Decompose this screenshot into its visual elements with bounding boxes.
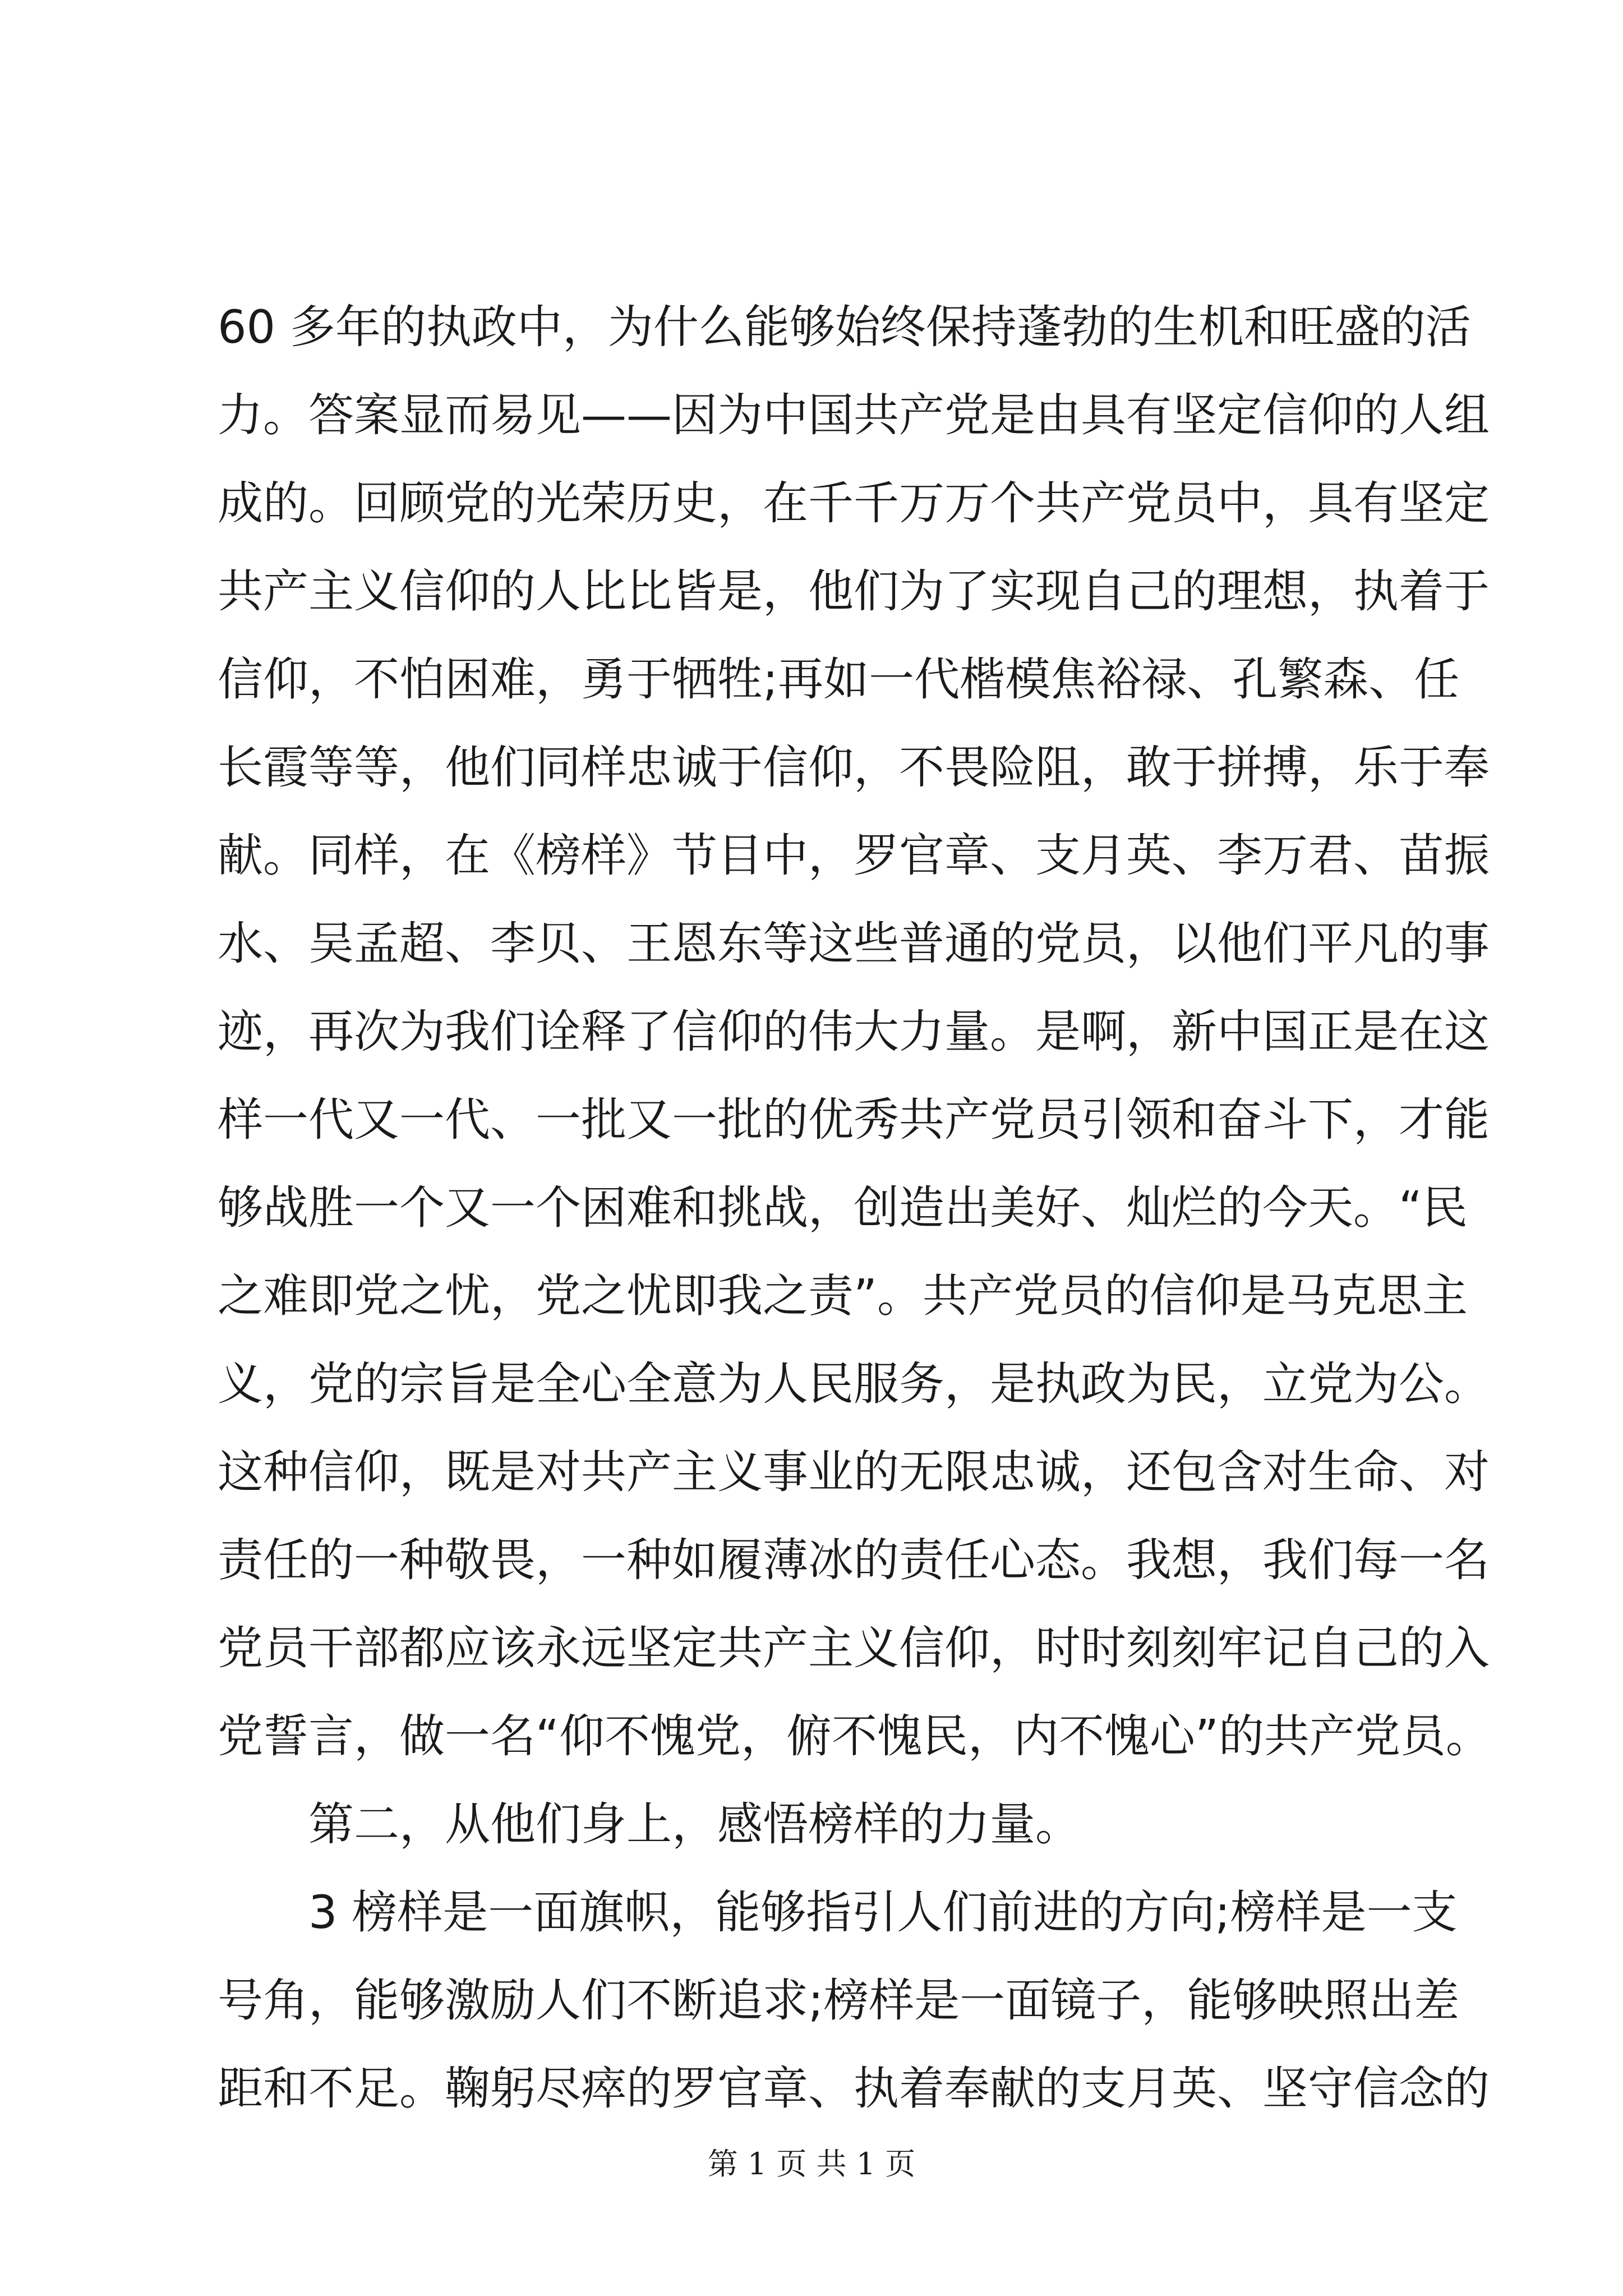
text-line: 力。答案显而易见——因为中国共产党是由具有坚定信仰的人组	[218, 389, 1490, 442]
text-line: 距和不足。鞠躬尽瘁的罗官章、执着奉献的支月英、坚守信念的	[218, 2063, 1490, 2115]
text-line: 够战胜一个又一个困难和挑战，创造出美好、灿烂的今天。“民	[218, 1182, 1468, 1235]
text-line: 样一代又一代、一批又一批的优秀共产党员引领和奋斗下，才能	[218, 1094, 1490, 1147]
text-line: 党誓言，做一名“仰不愧党，俯不愧民，内不愧心”的共产党员。	[218, 1710, 1491, 1763]
text-line: 义，党的宗旨是全心全意为人民服务，是执政为民，立党为公。	[218, 1358, 1490, 1411]
text-line: 责任的一种敬畏，一种如履薄冰的责任心态。我想，我们每一名	[218, 1534, 1490, 1587]
text-line: 3 榜样是一面旗帜，能够指引人们前进的方向;榜样是一支	[308, 1887, 1458, 1939]
page-footer: 第 1 页 共 1 页	[707, 2146, 916, 2182]
text-line: 信仰，不怕困难，勇于牺牲;再如一代楷模焦裕禄、孔繁森、任	[218, 654, 1460, 706]
text-line: 长霞等等，他们同样忠诚于信仰，不畏险阻，敢于拼搏，乐于奉	[218, 742, 1490, 794]
text-line: 60 多年的执政中，为什么能够始终保持蓬勃的生机和旺盛的活	[218, 301, 1471, 354]
text-line: 成的。回顾党的光荣历史，在千千万万个共产党员中，具有坚定	[218, 477, 1490, 530]
text-line: 共产主义信仰的人比比皆是，他们为了实现自己的理想，执着于	[218, 565, 1490, 618]
text-line: 号角，能够激励人们不断追求;榜样是一面镜子，能够映照出差	[218, 1975, 1460, 2027]
text-line: 党员干部都应该永远坚定共产主义信仰，时时刻刻牢记自己的入	[218, 1622, 1490, 1675]
text-line: 水、吴孟超、李贝、王恩东等这些普通的党员，以他们平凡的事	[218, 918, 1490, 970]
text-line: 之难即党之忧，党之忧即我之责”。共产党员的信仰是马克思主	[218, 1270, 1468, 1323]
section-heading: 第二，从他们身上，感悟榜样的力量。	[308, 1798, 1081, 1851]
text-line: 这种信仰，既是对共产主义事业的无限忠诚，还包含对生命、对	[218, 1446, 1490, 1499]
text-line: 献。同样，在《榜样》节目中，罗官章、支月英、李万君、苗振	[218, 830, 1490, 882]
text-line: 迹，再次为我们诠释了信仰的伟大力量。是啊，新中国正是在这	[218, 1006, 1490, 1059]
body-text	[218, 284, 1491, 2133]
